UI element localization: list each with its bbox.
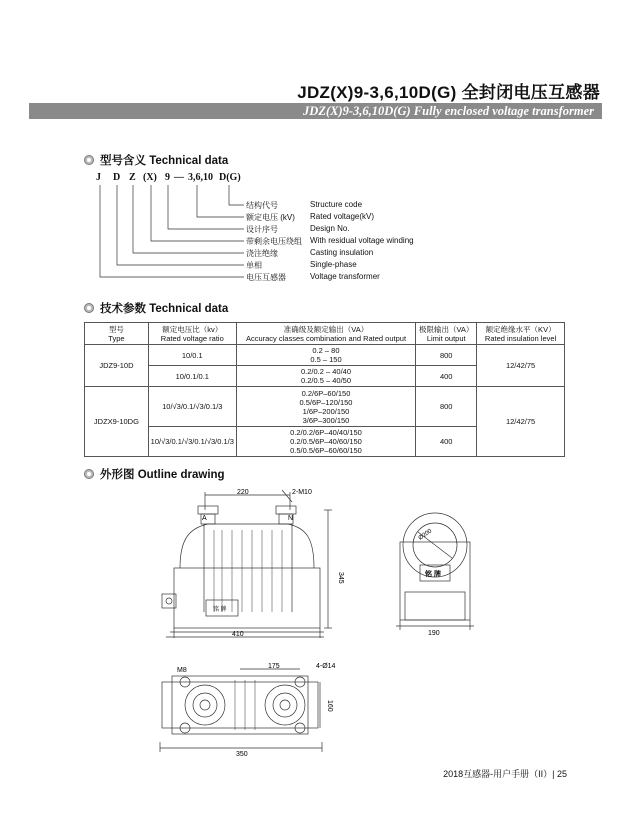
code-voltage: 3,6,10 bbox=[188, 172, 213, 183]
label-a: A bbox=[202, 515, 207, 522]
dim-220: 220 bbox=[237, 489, 249, 496]
code-number-9: 9 bbox=[165, 172, 170, 183]
nameplate-side: 铭 牌 bbox=[425, 571, 441, 578]
dim-175: 175 bbox=[268, 663, 280, 670]
cell-accuracy: 0.2/0.2 – 40/40 0.2/0.5 – 40/50 bbox=[236, 366, 416, 387]
code-letter-x: (X) bbox=[143, 172, 157, 183]
bullet-icon bbox=[84, 469, 94, 479]
legend-cn: 带剩余电压绕组 bbox=[246, 237, 302, 246]
header-limit: 极限输出（VA） Limit output bbox=[416, 323, 477, 345]
cell-ratio: 10/0.1 bbox=[148, 345, 236, 366]
page-subtitle: JDZ(X)9-3,6,10D(G) Fully enclosed voltage transformer bbox=[303, 104, 594, 118]
dim-m8: M8 bbox=[177, 667, 187, 674]
legend-en: Casting insulation bbox=[310, 248, 374, 257]
section-heading: 型号含义 Technical data bbox=[100, 155, 229, 167]
cell-limit: 800 bbox=[416, 387, 477, 427]
code-letter-d: D bbox=[113, 172, 121, 183]
table-row bbox=[85, 387, 565, 427]
dim-d200: Ø200 bbox=[417, 528, 434, 542]
table-header-row bbox=[85, 323, 565, 345]
legend-en: Structure code bbox=[310, 200, 363, 209]
page-footer: 2018互感器-用户手册（II）| 25 bbox=[443, 769, 567, 779]
legend-cn: 设计序号 bbox=[246, 225, 278, 234]
code-letter-j: J bbox=[96, 172, 101, 183]
bullet-icon bbox=[84, 303, 94, 313]
section-tech-params bbox=[84, 300, 228, 316]
legend-en: Voltage transformer bbox=[310, 272, 380, 281]
cell-limit: 800 bbox=[416, 345, 477, 366]
cell-accuracy: 0.2/6P–60/150 0.5/6P–120/150 1/6P–200/150 3/6P–300/150 bbox=[236, 387, 416, 427]
outline-drawing bbox=[0, 480, 631, 765]
dim-160: 160 bbox=[326, 700, 333, 712]
cell-limit: 400 bbox=[416, 366, 477, 387]
header-type: 型号 Type bbox=[85, 323, 149, 345]
legend-cn: 结构代号 bbox=[246, 201, 278, 210]
header-accuracy: 准确级及额定输出（VA） Accuracy classes combination and Rated output bbox=[236, 323, 416, 345]
cell-accuracy: 0.2 – 80 0.5 – 150 bbox=[236, 345, 416, 366]
spec-table bbox=[84, 322, 565, 457]
dim-350: 350 bbox=[236, 751, 248, 758]
label-n: N bbox=[288, 515, 294, 522]
cell-limit: 400 bbox=[416, 427, 477, 457]
dim-345: 345 bbox=[337, 572, 344, 584]
code-letter-z: Z bbox=[129, 172, 136, 183]
cell-ratio: 10/√3/0.1/√3/0.1/3 bbox=[148, 387, 236, 427]
legend-en: With residual voltage winding bbox=[310, 236, 414, 245]
cell-ratio: 10/0.1/0.1 bbox=[148, 366, 236, 387]
legend-cn: 电压互感器 bbox=[246, 273, 286, 282]
header-insulation: 额定绝缘水平（KV） Rated insulation level bbox=[477, 323, 565, 345]
legend-en: Design No. bbox=[310, 224, 350, 233]
nameplate-front: 铭 牌 bbox=[213, 607, 227, 613]
cell-insulation: 12/42/75 bbox=[477, 387, 565, 457]
cell-ratio: 10/√3/0.1/√3/0.1/√3/0.1/3 bbox=[148, 427, 236, 457]
legend-cn: 单相 bbox=[246, 261, 262, 270]
legend-en: Single-phase bbox=[310, 260, 357, 269]
cell-type: JDZX9-10DG bbox=[85, 387, 149, 457]
header-ratio: 额定电压比（kv） Rated voltage ratio bbox=[148, 323, 236, 345]
top-view bbox=[160, 669, 322, 752]
code-dash: — bbox=[174, 172, 184, 183]
cell-type: JDZ9-10D bbox=[85, 345, 149, 387]
legend-en: Rated voltage(kV) bbox=[310, 212, 375, 221]
dim-2m10: 2-M10 bbox=[292, 489, 312, 496]
page-title: JDZ(X)9-3,6,10D(G) 全封闭电压互感器 bbox=[297, 83, 600, 102]
legend-cn: 浇注绝缘 bbox=[246, 249, 278, 258]
dim-4d14: 4-Ø14 bbox=[316, 663, 336, 670]
cell-accuracy: 0.2/0.2/6P–40/40/150 0.2/0.5/6P–40/60/150 0.5/0.5/6P–60/60/150 bbox=[236, 427, 416, 457]
code-structure: D(G) bbox=[219, 172, 241, 183]
dim-410: 410 bbox=[232, 631, 244, 638]
cell-insulation: 12/42/75 bbox=[477, 345, 565, 387]
section-heading: 外形图 Outline drawing bbox=[100, 469, 225, 481]
dim-190: 190 bbox=[428, 630, 440, 637]
section-heading: 技术参数 Technical data bbox=[100, 303, 229, 315]
legend-cn: 额定电压 (kV) bbox=[246, 213, 295, 222]
front-view bbox=[162, 490, 332, 638]
table-row bbox=[85, 345, 565, 366]
